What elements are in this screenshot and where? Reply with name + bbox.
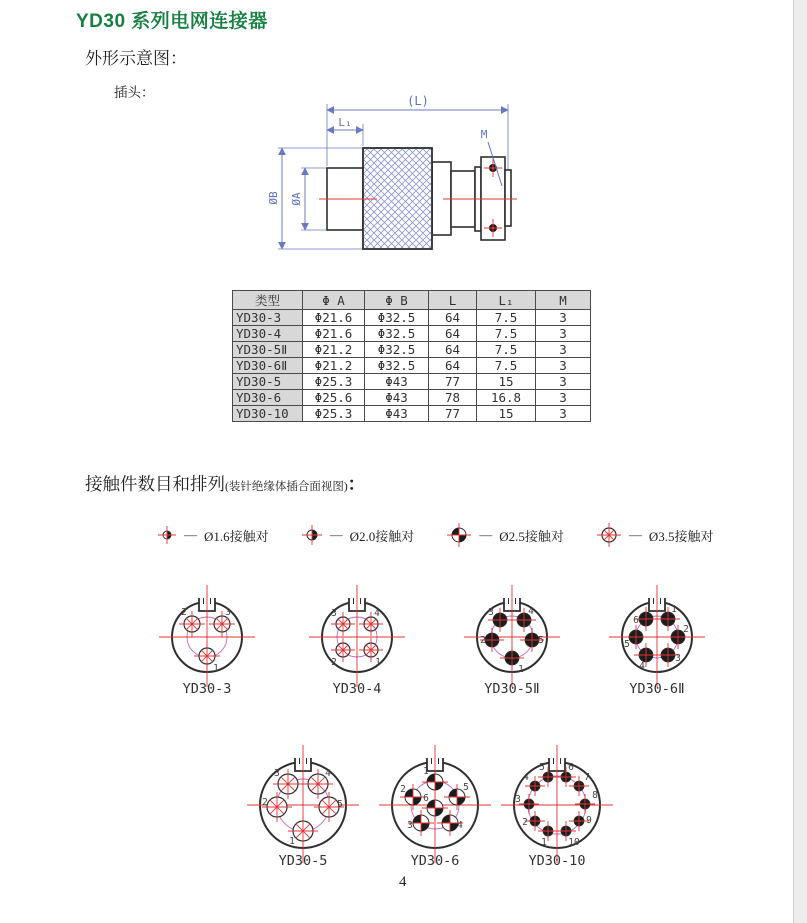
dim-label-A: ØA (290, 192, 303, 206)
table-cell: 7.5 (477, 342, 536, 358)
table-cell: Φ25.3 (303, 374, 365, 390)
svg-text:3: 3 (515, 794, 521, 805)
table-cell: Φ21.6 (303, 310, 365, 326)
legend-label: Ø2.0接触对 (349, 528, 415, 544)
svg-text:2: 2 (522, 817, 528, 828)
svg-text:6: 6 (423, 793, 429, 804)
table-cell: Φ25.3 (303, 406, 365, 422)
svg-text:8: 8 (592, 790, 598, 801)
table-row (233, 374, 591, 390)
table-cell: 3 (536, 342, 591, 358)
svg-text:2: 2 (683, 624, 689, 635)
table-cell: 78 (429, 390, 477, 406)
contact-symbol-icon (596, 522, 622, 548)
table-cell: 3 (536, 374, 591, 390)
svg-text:6: 6 (568, 762, 574, 773)
table-cell: YD30-10 (233, 406, 303, 422)
table-cell: Φ32.5 (365, 310, 429, 326)
svg-text:7: 7 (584, 772, 590, 783)
table-cell: 3 (536, 358, 591, 374)
dim-label-B: ØB (267, 191, 280, 205)
plug-outline-drawing (255, 86, 525, 268)
page-title: YD30 系列电网连接器 (76, 11, 268, 32)
svg-text:4: 4 (523, 772, 529, 783)
table-header-3: L (429, 291, 477, 310)
table-cell: 15 (477, 406, 536, 422)
legend-item-3 (596, 522, 714, 548)
legend-label: Ø3.5接触对 (648, 528, 714, 544)
dimension-table (232, 290, 591, 422)
table-cell: YD30-6 (233, 390, 303, 406)
legend-dash: — (329, 527, 343, 542)
table-row (233, 406, 591, 422)
table-row (233, 342, 591, 358)
table-row (233, 390, 591, 406)
legend-dash: — (184, 527, 197, 542)
svg-text:6: 6 (633, 615, 639, 626)
svg-text:5: 5 (337, 799, 343, 810)
connector-label: YD30-4 (332, 681, 382, 697)
table-cell: 3 (536, 406, 591, 422)
connector-label: YD30-3 (182, 681, 232, 697)
table-cell: 64 (429, 326, 477, 342)
table-cell: 64 (429, 342, 477, 358)
svg-text:1: 1 (289, 836, 295, 847)
table-cell: 15 (477, 374, 536, 390)
connector-label: YD30-10 (528, 853, 586, 869)
legend-label: Ø2.5接触对 (499, 528, 564, 544)
table-cell: YD30-3 (233, 310, 303, 326)
contact-legend (157, 522, 746, 548)
table-row (233, 358, 591, 374)
page-number: 4 (399, 874, 407, 890)
legend-dash: — (479, 527, 493, 542)
connector-face-drawing (149, 579, 265, 695)
connector-face-drawing (491, 739, 623, 871)
svg-text:3: 3 (331, 608, 337, 619)
table-cell: 77 (429, 406, 477, 422)
contact-symbol-icon (157, 525, 177, 545)
svg-text:3: 3 (488, 607, 494, 618)
table-cell: Φ21.6 (303, 326, 365, 342)
svg-text:2: 2 (181, 607, 187, 618)
svg-text:5: 5 (539, 762, 545, 773)
dim-label-M: M (480, 128, 488, 141)
contact-symbol-icon (446, 522, 472, 548)
contact-symbol-icon (301, 524, 323, 546)
connector-label: YD30-5Ⅱ (484, 681, 540, 697)
connector-label: YD30-5 (278, 853, 328, 869)
plug-label: 插头： (114, 85, 155, 100)
table-cell: YD30-5Ⅱ (233, 342, 303, 358)
svg-text:4: 4 (528, 606, 534, 617)
table-header-4: L₁ (477, 291, 536, 310)
table-cell: 64 (429, 310, 477, 326)
svg-text:1: 1 (423, 766, 429, 777)
table-row (233, 326, 591, 342)
legend-item-2 (446, 522, 564, 548)
table-cell: 7.5 (477, 326, 536, 342)
table-header-5: M (536, 291, 591, 310)
table-cell: YD30-6Ⅱ (233, 358, 303, 374)
svg-text:9: 9 (586, 815, 592, 826)
svg-text:2: 2 (400, 784, 406, 795)
table-cell: 3 (536, 326, 591, 342)
table-cell: 16.8 (477, 390, 536, 406)
svg-text:1: 1 (518, 664, 524, 675)
svg-text:1: 1 (541, 837, 547, 848)
table-cell: YD30-4 (233, 326, 303, 342)
connector-face-drawing (299, 579, 415, 695)
table-cell: Φ32.5 (365, 358, 429, 374)
page-edge-strip (793, 0, 807, 923)
svg-text:2: 2 (331, 657, 337, 668)
legend-item-0 (157, 525, 269, 545)
dim-label-L1: L₁ (338, 116, 352, 129)
svg-text:4: 4 (325, 768, 331, 779)
connector-label: YD30-6 (410, 853, 460, 869)
section-contacts-colon: ： (347, 474, 366, 494)
table-cell: Φ32.5 (365, 342, 429, 358)
connector-face-drawing (454, 579, 570, 695)
table-cell: 7.5 (477, 358, 536, 374)
table-header-2: Φ B (365, 291, 429, 310)
svg-text:3: 3 (675, 653, 681, 664)
svg-text:3: 3 (274, 768, 280, 779)
svg-text:3: 3 (407, 820, 413, 831)
table-header-1: Φ A (303, 291, 365, 310)
connector-face-drawing (369, 739, 501, 871)
connector-label: YD30-6Ⅱ (629, 681, 685, 697)
table-cell: YD30-5 (233, 374, 303, 390)
svg-text:4: 4 (374, 608, 380, 619)
table-cell: 3 (536, 310, 591, 326)
table-cell: Φ21.2 (303, 358, 365, 374)
table-row (233, 310, 591, 326)
svg-text:4: 4 (457, 820, 463, 831)
table-cell: 64 (429, 358, 477, 374)
svg-text:2: 2 (262, 797, 268, 808)
svg-text:5: 5 (538, 635, 544, 646)
legend-label: Ø1.6接触对 (204, 528, 269, 544)
table-cell: Φ25.6 (303, 390, 365, 406)
table-cell: 3 (536, 390, 591, 406)
svg-text:2: 2 (480, 635, 486, 646)
svg-text:10: 10 (568, 837, 580, 848)
table-cell: Φ32.5 (365, 326, 429, 342)
connector-face-drawing (237, 739, 369, 871)
svg-text:1: 1 (375, 657, 381, 668)
section-outline-title: 外形示意图： (85, 49, 187, 68)
svg-text:3: 3 (225, 607, 231, 618)
svg-text:1: 1 (213, 663, 219, 674)
table-cell: Φ43 (365, 390, 429, 406)
table-cell: 7.5 (477, 310, 536, 326)
svg-text:5: 5 (624, 639, 630, 650)
legend-dash: — (628, 527, 642, 542)
dim-label-L: (L) (407, 94, 429, 108)
svg-text:1: 1 (671, 604, 677, 615)
table-cell: Φ43 (365, 406, 429, 422)
section-contacts-title (85, 471, 365, 496)
section-contacts-main: 接触件数目和排列 (85, 474, 225, 494)
table-cell: 77 (429, 374, 477, 390)
legend-item-1 (301, 524, 415, 546)
table-header-0: 类型 (233, 291, 303, 310)
section-contacts-sub: (装针绝缘体插合面视图) (225, 481, 348, 493)
svg-text:5: 5 (463, 782, 469, 793)
table-cell: Φ43 (365, 374, 429, 390)
svg-text:4: 4 (639, 661, 645, 672)
connector-face-drawing (599, 579, 715, 695)
table-cell: Φ21.2 (303, 342, 365, 358)
